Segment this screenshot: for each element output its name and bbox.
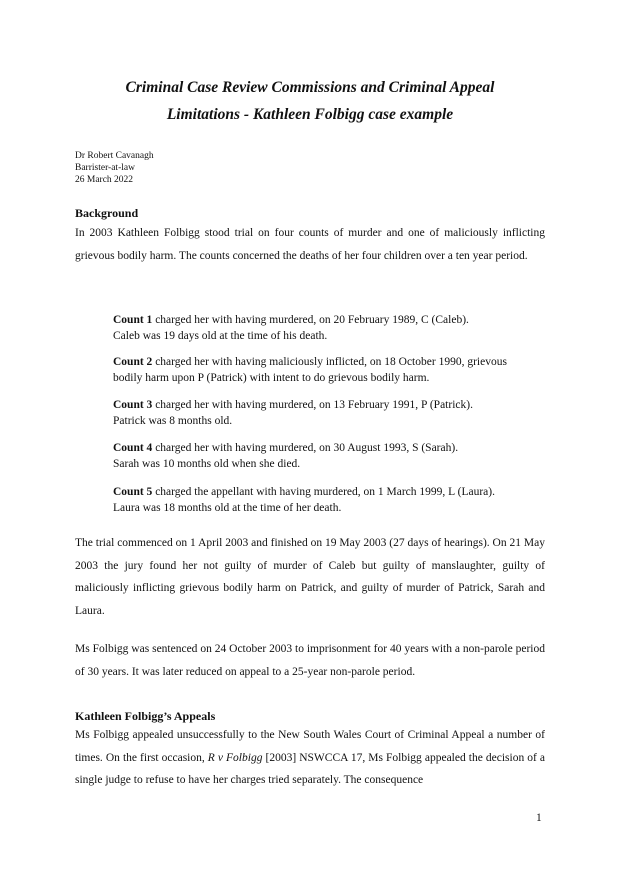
appeals-text-end: [2003] NSWCCA 17, Ms Folbigg appealed the decision of a single judge to refuse to have her charges tried separately. The consequence (75, 751, 545, 786)
count-text: charged her with having maliciously inflicted, on 18 October 1990, grievous (152, 356, 507, 368)
background-intro-paragraph: In 2003 Kathleen Folbigg stood trial on four counts of murder and one of maliciously inflicting grievous bodily harm. The counts concerned the deaths of her four children over a ten year period. (75, 227, 545, 262)
background-heading: Background (75, 206, 139, 220)
document-title (60, 74, 560, 128)
appeals-text-start: Ms Folbigg appealed unsuccessfully to the New South Wales Court of Criminal Appeal a number of times. On the first occasion, (75, 729, 545, 764)
title-line-2: Limitations - Kathleen Folbigg case example (166, 106, 454, 123)
count-detail: Laura was 18 months old at the time of her death. (113, 502, 342, 514)
page-number: 1 (536, 812, 542, 824)
count-label: Count 1 (113, 314, 153, 326)
count-text: charged her with having murdered, on 30 August 1993, S (Sarah). (152, 442, 459, 454)
appeals-paragraph (75, 724, 545, 792)
document-date: 26 March 2022 (75, 175, 134, 185)
case-name: R v Folbigg (207, 751, 263, 764)
author-role: Barrister-at-law (75, 163, 135, 173)
count-detail: bodily harm upon P (Patrick) with intent to do grievous bodily harm. (113, 372, 430, 384)
author-block (75, 150, 154, 186)
count-item (113, 354, 548, 386)
appeals-heading: Kathleen Folbigg’s Appeals (75, 709, 216, 723)
sentence-paragraph: Ms Folbigg was sentenced on 24 October 2003 to imprisonment for 40 years with a non-parole period of 30 years. It was later reduced on appeal to a 25-year non-parole period. (75, 643, 545, 678)
count-label: Count 5 (113, 486, 153, 498)
count-item (113, 484, 548, 516)
count-item (113, 397, 548, 429)
count-text: charged her with having murdered, on 20 February 1989, C (Caleb). (152, 314, 469, 326)
author-name: Dr Robert Cavanagh (75, 151, 154, 161)
count-label: Count 3 (113, 399, 153, 411)
count-detail: Sarah was 10 months old when she died. (113, 458, 301, 470)
count-detail: Patrick was 8 months old. (113, 415, 233, 427)
count-label: Count 2 (113, 356, 153, 368)
count-text: charged the appellant with having murdered, on 1 March 1999, L (Laura). (152, 486, 495, 498)
trial-paragraph: The trial commenced on 1 April 2003 and finished on 19 May 2003 (27 days of hearings). On 21 May 2003 the jury found her not guilty of murder of Caleb but guilty of manslaughter, guilty of maliciously inflicting grievous bodily harm on Patrick, and guilty of murder of Patrick, Sarah and Laura. (75, 537, 545, 617)
count-label: Count 4 (113, 442, 153, 454)
title-line-1: Criminal Case Review Commissions and Criminal Appeal (125, 79, 495, 96)
count-text: charged her with having murdered, on 13 February 1991, P (Patrick). (152, 399, 473, 411)
count-item (113, 312, 548, 344)
count-item (113, 440, 548, 472)
count-detail: Caleb was 19 days old at the time of his death. (113, 330, 328, 342)
